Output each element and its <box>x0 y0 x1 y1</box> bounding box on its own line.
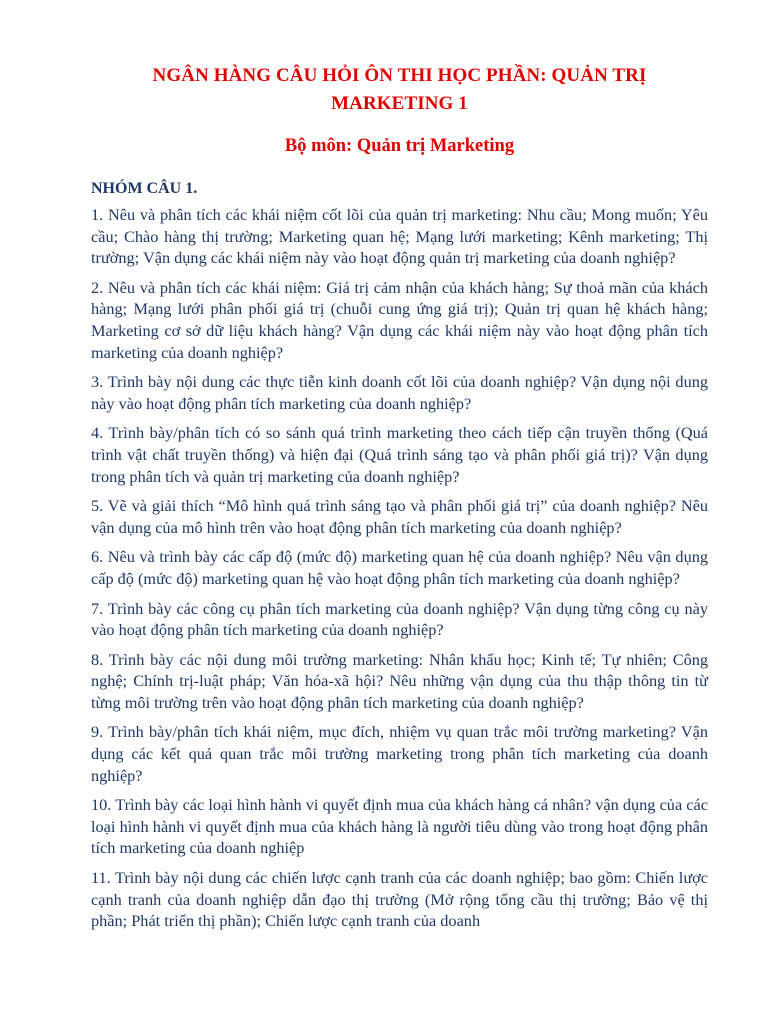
question-item-5: 5. Vẽ và giải thích “Mô hình quá trình sáng tạo và phân phối giá trị” của doanh nghiệp? Nêu vận dụng của mô hình trên vào hoạt động phân tích marketing của doanh nghiệp? <box>91 496 708 537</box>
question-item-9: 9. Trình bày/phân tích khái niệm, mục đích, nhiệm vụ quan trắc môi trường marketing? Vận dụng các kết quả quan trắc môi trường marketing trong phân tích marketing của doanh nghiệp? <box>91 722 708 785</box>
question-item-11: 11. Trình bày nội dung các chiến lược cạnh tranh của các doanh nghiệp; bao gồm: Chiến lược cạnh tranh của doanh nghiệp dẫn đạo thị trường (Mở rộng tổng cầu thị trường; Bảo vệ thị phần; Phát triển thị phần); Chiến lược cạnh tranh của doanh <box>91 868 708 931</box>
question-list <box>91 204 708 932</box>
question-item-2: 2. Nêu và phân tích các khái niệm: Giá trị cảm nhận của khách hàng; Sự thoả mãn của khách hàng; Mạng lưới phân phối giá trị (chuỗi cung ứng giá trị); Quản trị quan hệ khách hàng; Marketing cơ sở dữ liệu khách hàng? Vận dụng các khái niệm này vào hoạt động phân tích marketing của doanh nghiệp? <box>91 277 708 362</box>
page-title: NGÂN HÀNG CÂU HỎI ÔN THI HỌC PHẦN: QUẢN TRỊ MARKETING 1 <box>152 65 647 114</box>
question-item-3: 3. Trình bày nội dung các thực tiễn kinh doanh cốt lõi của doanh nghiệp? Vận dụng nội dung này vào hoạt động phân tích marketing của doanh nghiệp? <box>91 372 708 413</box>
group-heading: NHÓM CÂU 1. <box>91 180 198 197</box>
question-item-6: 6. Nêu và trình bày các cấp độ (mức độ) marketing quan hệ của doanh nghiệp? Nêu vận dụng cấp độ (mức độ) marketing quan hệ vào hoạt động phân tích marketing của doanh nghiệp? <box>91 547 708 588</box>
page-subtitle: Bộ môn: Quản trị Marketing <box>284 136 515 156</box>
question-item-1: 1. Nêu và phân tích các khái niệm cốt lõi của quản trị marketing: Nhu cầu; Mong muốn; Yêu cầu; Chào hàng thị trường; Marketing quan hệ; Mạng lưới marketing; Kênh marketing; Thị trường; Vận dụng các khái niệm này vào hoạt động quản trị marketing của doanh nghiệp? <box>91 205 708 268</box>
question-item-10: 10. Trình bày các loại hình hành vi quyết định mua của khách hàng cá nhân? vận dụng của các loại hình hành vi quyết định mua của khách hàng là người tiêu dùng vào trong hoạt động phân tích marketing của doanh nghiệp <box>91 795 708 858</box>
question-item-4: 4. Trình bày/phân tích có so sánh quá trình marketing theo cách tiếp cận truyền thống (Quá trình vật chất truyền thống) và hiện đại (Quá trình sáng tạo và phân phối giá trị)? Vận dụng trong phân tích và quản trị marketing của doanh nghiệp? <box>91 423 708 486</box>
question-item-7: 7. Trình bày các công cụ phân tích marketing của doanh nghiệp? Vận dụng từng công cụ này vào hoạt động phân tích marketing của doanh nghiệp? <box>91 598 708 640</box>
question-item-8: 8. Trình bày các nội dung môi trường marketing: Nhân khẩu học; Kinh tế; Tự nhiên; Công nghệ; Chính trị-luật pháp; Văn hóa-xã hội? Nêu những vận dụng của thu thập thông tin từ từng môi trường trên vào hoạt động phân tích marketing của doanh nghiệp? <box>91 649 708 712</box>
